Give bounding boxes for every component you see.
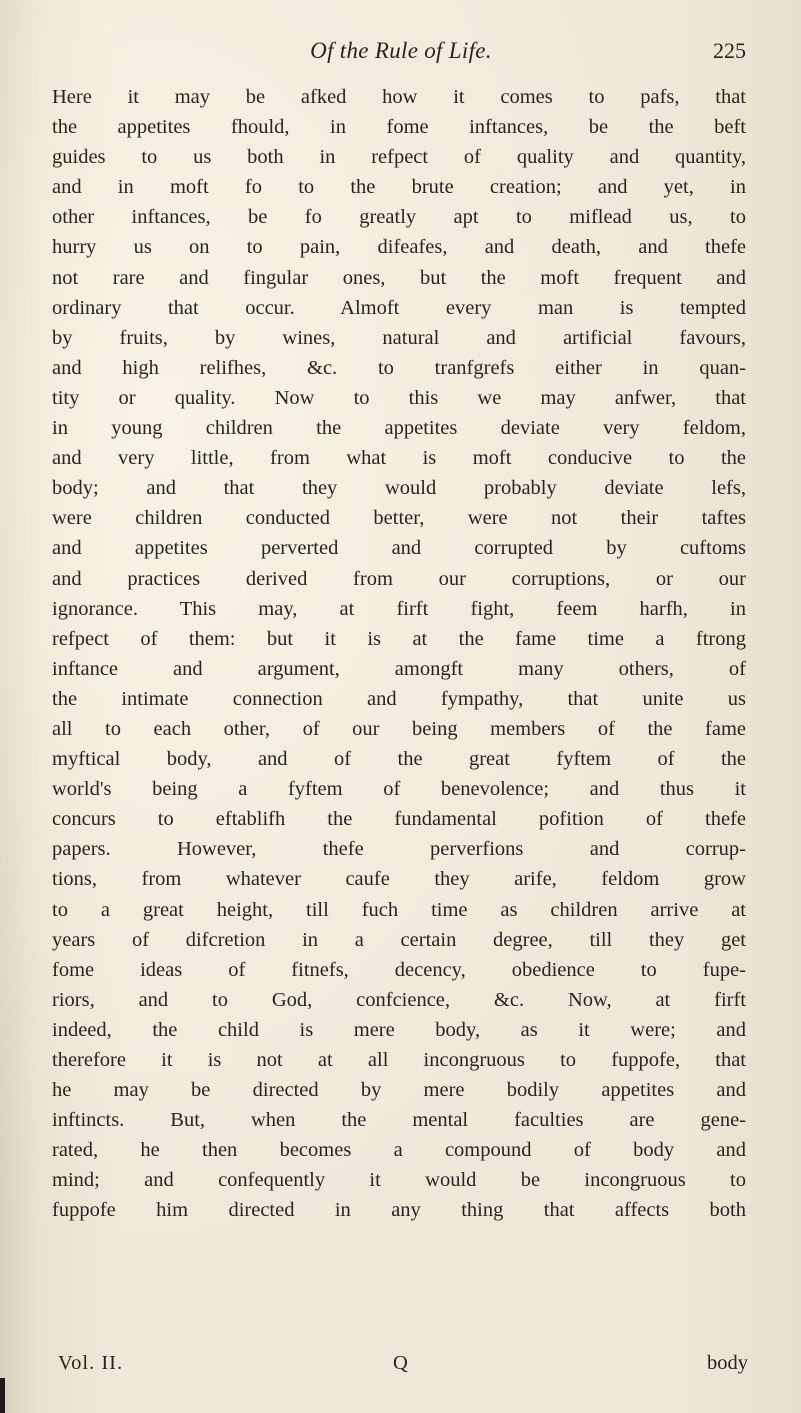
text-line: and high relifhes, &c. to tranfgrefs either in quan- bbox=[52, 356, 746, 379]
running-title: Of the Rule of Life. bbox=[310, 38, 492, 63]
text-line: and appetites perverted and corrupted by cuftoms bbox=[52, 537, 746, 560]
page-header bbox=[56, 38, 746, 78]
text-line: riors, and to God, confcience, &c. Now, at firft bbox=[52, 988, 746, 1011]
text-line: and practices derived from our corruptions, or our bbox=[52, 567, 746, 590]
text-line: rated, he then becomes a compound of body and bbox=[52, 1139, 746, 1162]
page-number: 225 bbox=[713, 38, 746, 63]
text-line: body; and that they would probably deviate lefs, bbox=[52, 477, 746, 500]
text-line: papers. However, thefe perverfions and corrup- bbox=[52, 838, 746, 861]
text-line: indeed, the child is mere body, as it were; and bbox=[52, 1018, 746, 1041]
text-line: the appetites fhould, in fome inftances, be the beft bbox=[52, 116, 746, 139]
text-line: ignorance. This may, at firft fight, feem harfh, in bbox=[52, 597, 746, 620]
text-line: fome ideas of fitnefs, decency, obedience to fupe- bbox=[52, 958, 746, 981]
page-edge-mark bbox=[0, 1378, 5, 1413]
text-line: hurry us on to pain, difeafes, and death, and thefe bbox=[52, 236, 746, 259]
text-line: by fruits, by wines, natural and artificial favours, bbox=[52, 326, 746, 349]
text-line: Here it may be afked how it comes to pafs, that bbox=[52, 86, 746, 108]
text-line: not rare and fingular ones, but the moft frequent and bbox=[52, 266, 746, 289]
text-line: refpect of them: but it is at the fame time a ftrong bbox=[52, 627, 746, 650]
body-text bbox=[52, 82, 746, 1226]
text-line: tity or quality. Now to this we may anfwer, that bbox=[52, 386, 746, 409]
text-line: other inftances, be fo greatly apt to miflead us, to bbox=[52, 206, 746, 229]
text-line: in young children the appetites deviate very feldom, bbox=[52, 417, 746, 440]
text-line: to a great height, till fuch time as children arrive at bbox=[52, 898, 746, 921]
text-line: inftincts. But, when the mental faculties are gene- bbox=[52, 1109, 746, 1132]
text-line: were children conducted better, were not their taftes bbox=[52, 507, 746, 530]
text-line: mind; and confequently it would be incongruous to bbox=[52, 1169, 746, 1192]
signature-mark: Q bbox=[393, 1352, 408, 1374]
text-line: the intimate connection and fympathy, that unite us bbox=[52, 687, 746, 710]
text-line: tions, from whatever caufe they arife, feldom grow bbox=[52, 868, 746, 891]
text-line: years of difcretion in a certain degree, till they get bbox=[52, 928, 746, 951]
text-line: fuppofe him directed in any thing that affects both bbox=[52, 1199, 746, 1222]
text-line: myftical body, and of the great fyftem of the bbox=[52, 748, 746, 771]
catchword: body bbox=[707, 1352, 748, 1374]
volume-signature: Vol. II. bbox=[58, 1352, 124, 1374]
text-line: all to each other, of our being members of the fame bbox=[52, 717, 746, 740]
text-line: ordinary that occur. Almoft every man is tempted bbox=[52, 296, 746, 319]
text-line: inftance and argument, amongft many others, of bbox=[52, 657, 746, 680]
text-line: world's being a fyftem of benevolence; and thus it bbox=[52, 778, 746, 801]
text-line: therefore it is not at all incongruous to fuppofe, that bbox=[52, 1049, 746, 1071]
text-line: concurs to eftablifh the fundamental pofition of thefe bbox=[52, 808, 746, 831]
text-line: and in moft fo to the brute creation; and yet, in bbox=[52, 176, 746, 199]
text-line: he may be directed by mere bodily appetites and bbox=[52, 1079, 746, 1102]
page-footer bbox=[58, 1352, 748, 1384]
text-line: guides to us both in refpect of quality and quantity, bbox=[52, 146, 746, 169]
text-line: and very little, from what is moft conducive to the bbox=[52, 447, 746, 470]
